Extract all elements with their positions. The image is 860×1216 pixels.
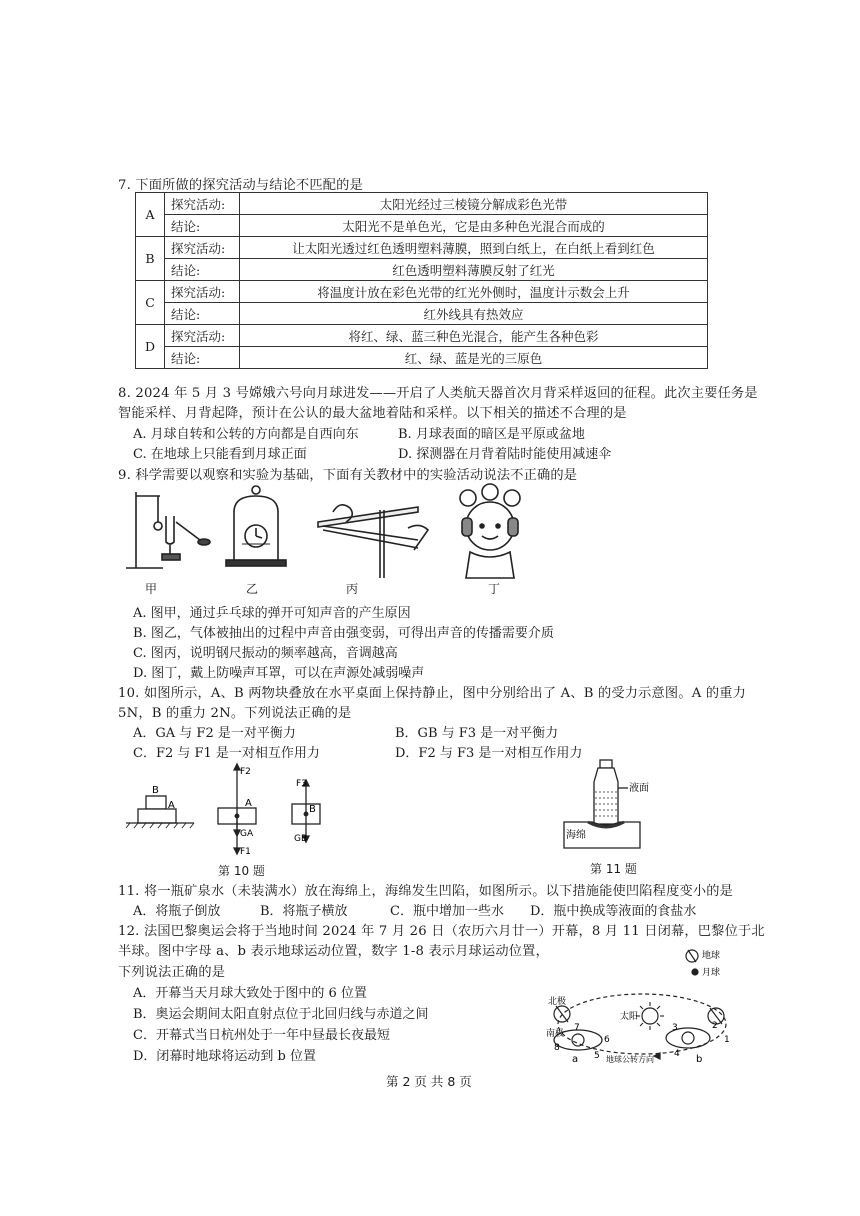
label-orbit-direction: 地球公转方向 [606,1055,654,1064]
figure-bing [318,505,428,578]
conclusion-label: 结论: [165,259,240,281]
label-a: A [245,798,252,809]
q8-option-b: B. 月球表面的暗区是平原或盆地 [398,427,585,442]
option-letter: B [136,237,165,281]
activity-label: 探究活动: [165,193,240,215]
table-row [136,281,708,303]
figure-jia [126,492,210,568]
legend-earth: 地球 [702,951,721,961]
figure-ding [460,484,520,578]
table-row [136,259,708,281]
q8-option-c: C. 在地球上只能看到月球正面 [133,447,307,462]
label-sun: 太阳 [620,1012,639,1022]
label-f2: F2 [240,767,251,777]
option-letter: D [136,325,165,369]
activity-text: 将温度计放在彩色光带的红光外侧时，温度计示数会上升 [240,281,708,303]
label-south-pole: 南极 [546,1029,565,1039]
label-ga: GA [240,829,254,839]
q11-option-c: C．瓶中增加一些水 [390,904,504,919]
activity-label: 探究活动: [165,325,240,347]
q12-line3: 下列说法正确的是 [118,965,226,980]
q12-line2: 半球。图中字母 a、b 表示地球运动位置，数字 1-8 表示月球运动位置， [118,944,549,959]
label-block-b: B [152,785,159,796]
moon-pos-3: 3 [672,1023,678,1033]
q12-figure [542,938,748,1066]
q12-option-a: A．开幕当天月球大致处于图中的 6 位置 [133,986,367,1001]
q11-option-d: D．瓶中换成等液面的食盐水 [530,904,697,919]
label-gb: GB [294,834,308,844]
activity-text: 让太阳光透过红色透明塑料薄膜，照到白纸上，在白纸上看到红色 [240,237,708,259]
q11-figure [562,758,672,858]
table-row [136,215,708,237]
earth-pos-a: a [572,1054,579,1065]
q9-option-d: D. 图丁，戴上防噪声耳罩，可以在声源处减弱噪声 [133,666,425,681]
figure-label-jia: 甲 [145,582,158,596]
activity-text: 将红、绿、蓝三种色光混合，能产生各种色彩 [240,325,708,347]
label-sponge: 海绵 [566,830,586,841]
moon-pos-6: 6 [604,1035,610,1045]
moon-pos-5: 5 [594,1051,600,1061]
conclusion-label: 结论: [165,303,240,325]
activity-label: 探究活动: [165,281,240,303]
figure-label-ding: 丁 [488,582,501,596]
q8-line2: 智能采样、月背起降，预计在公认的最大盆地着陆和采样。以下相关的描述不合理的是 [118,406,627,421]
q7-table [135,192,708,369]
conclusion-text: 红外线具有热效应 [240,303,708,325]
table-row [136,193,708,215]
q10-figure [122,760,342,860]
moon-pos-7: 7 [574,1023,580,1033]
conclusion-text: 太阳光不是单色光，它是由多种色光混合而成的 [240,215,708,237]
q12-option-d: D．闭幕时地球将运动到 b 位置 [133,1049,317,1064]
q9-option-a: A. 图甲，通过乒乓球的弹开可知声音的产生原因 [133,606,411,621]
q10-caption: 第 10 题 [218,864,265,878]
q11-stem: 11. 将一瓶矿泉水（未装满水）放在海绵上，海绵发生凹陷，如图所示。以下措施能使凹陷程度变小的是 [118,884,734,899]
figure-yi [226,486,286,566]
q11-option-a: A．将瓶子倒放 [133,904,221,919]
label-f1: F1 [240,847,251,857]
q12-line1: 12. 法国巴黎奥运会将于当地时间 2024 年 7 月 26 日（农历六月廿一）开幕，8 月 11 日闭幕，巴黎位于北 [118,924,765,939]
q11-caption: 第 11 题 [590,862,637,876]
page-footer: 第 2 页 共 8 页 [386,1074,472,1089]
q8-option-d: D. 探测器在月背着陆时能使用减速伞 [398,447,612,462]
q9-option-c: C. 图丙，说明钢尺振动的频率越高，音调越高 [133,646,398,661]
q10-option-b: B．GB 与 F3 是一对平衡力 [395,726,559,741]
table-row [136,303,708,325]
label-north-pole: 北极 [548,997,567,1007]
q12-option-b: B．奥运会期间太阳直射点位于北回归线与赤道之间 [133,1007,429,1022]
moon-pos-1: 1 [724,1035,730,1045]
activity-text: 太阳光经过三棱镜分解成彩色光带 [240,193,708,215]
label-liquid-level: 液面 [629,783,649,794]
option-letter: C [136,281,165,325]
moon-pos-2: 2 [712,1021,718,1031]
conclusion-label: 结论: [165,347,240,369]
conclusion-text: 红、绿、蓝是光的三原色 [240,347,708,369]
activity-label: 探究活动: [165,237,240,259]
option-letter: A [136,193,165,237]
q10-option-a: A．GA 与 F2 是一对平衡力 [133,726,296,741]
q9-figures [118,482,538,580]
q11-option-b: B．将瓶子横放 [260,904,348,919]
q10-line2: 5N，B 的重力 2N。下列说法正确的是 [118,706,352,721]
figure-label-bing: 丙 [346,582,359,596]
q10-option-d: D．F2 与 F3 是一对相互作用力 [395,746,583,761]
figure-label-yi: 乙 [246,582,259,596]
q9-stem: 9. 科学需要以观察和实验为基础，下面有关教材中的实验活动说法不正确的是 [118,468,578,483]
q8-line1: 8. 2024 年 5 月 3 号嫦娥六号向月球进发——开启了人类航天器首次月背采样返回的征程。此次主要任务是 [118,386,758,401]
label-block-a: A [168,800,175,811]
moon-pos-8: 8 [554,1043,560,1053]
conclusion-label: 结论: [165,215,240,237]
q10-line1: 10. 如图所示，A、B 两物块叠放在水平桌面上保持静止，图中分别给出了 A、B 的受力示意图。A 的重力 [118,686,746,701]
table-row [136,325,708,347]
earth-pos-b: b [696,1054,703,1065]
q9-option-b: B. 图乙，气体被抽出的过程中声音由强变弱，可得出声音的传播需要介质 [133,626,554,641]
conclusion-text: 红色透明塑料薄膜反射了红光 [240,259,708,281]
legend-moon: 月球 [702,968,721,978]
q7-stem: 7. 下面所做的探究活动与结论不匹配的是 [118,178,363,193]
table-row [136,237,708,259]
table-row [136,347,708,369]
moon-pos-4: 4 [674,1049,680,1059]
label-f3: F3 [296,779,307,789]
label-b: B [309,804,316,815]
q8-option-a: A. 月球自转和公转的方向都是自西向东 [133,427,359,442]
q10-option-c: C．F2 与 F1 是一对相互作用力 [133,746,320,761]
q12-option-c: C．开幕式当日杭州处于一年中昼最长夜最短 [133,1028,390,1043]
